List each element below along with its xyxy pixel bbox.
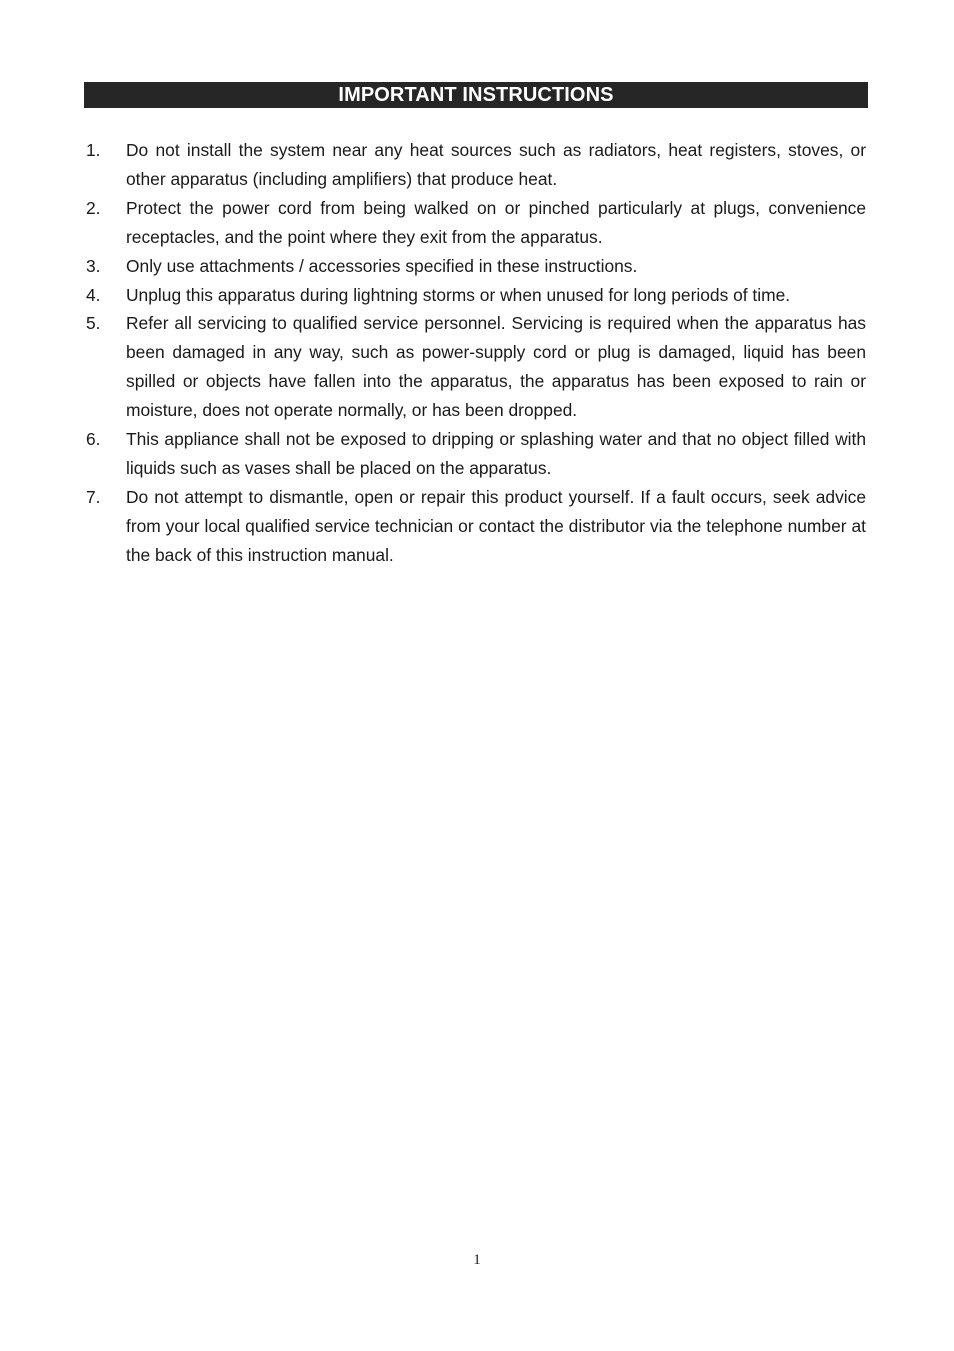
instruction-item-4 [86, 281, 866, 310]
instruction-item-1 [86, 136, 866, 194]
instruction-number: 6. [86, 429, 101, 450]
instruction-text: Only use attachments / accessories specified in these instructions. [126, 255, 638, 276]
instruction-text: Do not attempt to dismantle, open or repair this product yourself. If a fault occurs, seek advice from your local qualified service technician or contact the distributor via the telephone number at the back of this instruction manual. [126, 486, 866, 565]
instruction-item-3 [86, 252, 866, 281]
instruction-number: 2. [86, 197, 101, 218]
instruction-text: Protect the power cord from being walked on or pinched particularly at plugs, convenience receptacles, and the point where they exit from the apparatus. [126, 197, 866, 247]
instruction-text: Unplug this apparatus during lightning storms or when unused for long periods of time. [126, 284, 791, 305]
page-number: 1 [473, 1252, 481, 1268]
instruction-text: This appliance shall not be exposed to dripping or splashing water and that no object filled with liquids such as vases shall be placed on the apparatus. [126, 429, 866, 478]
instruction-number: 1. [86, 140, 101, 160]
instruction-number: 5. [86, 313, 101, 334]
instruction-text: Refer all servicing to qualified service personnel. Servicing is required when the apparatus has been damaged in any way, such as power-supply cord or plug is damaged, liquid has been spilled or objects have fallen into the apparatus, the apparatus has been exposed to rain or moisture, does not operate normally, or has been dropped. [126, 313, 866, 421]
instruction-item-7 [86, 483, 866, 570]
instruction-item-6 [86, 425, 866, 483]
instruction-list [86, 136, 866, 570]
instruction-item-5 [86, 309, 866, 425]
instruction-item-2 [86, 194, 866, 252]
instruction-number: 7. [86, 486, 101, 507]
instruction-text: Do not install the system near any heat sources such as radiators, heat registers, stoves, or other apparatus (including amplifiers) that produce heat. [126, 140, 866, 189]
instruction-number: 4. [86, 284, 101, 305]
page-title: IMPORTANT INSTRUCTIONS [84, 82, 868, 108]
instruction-number: 3. [86, 255, 101, 276]
